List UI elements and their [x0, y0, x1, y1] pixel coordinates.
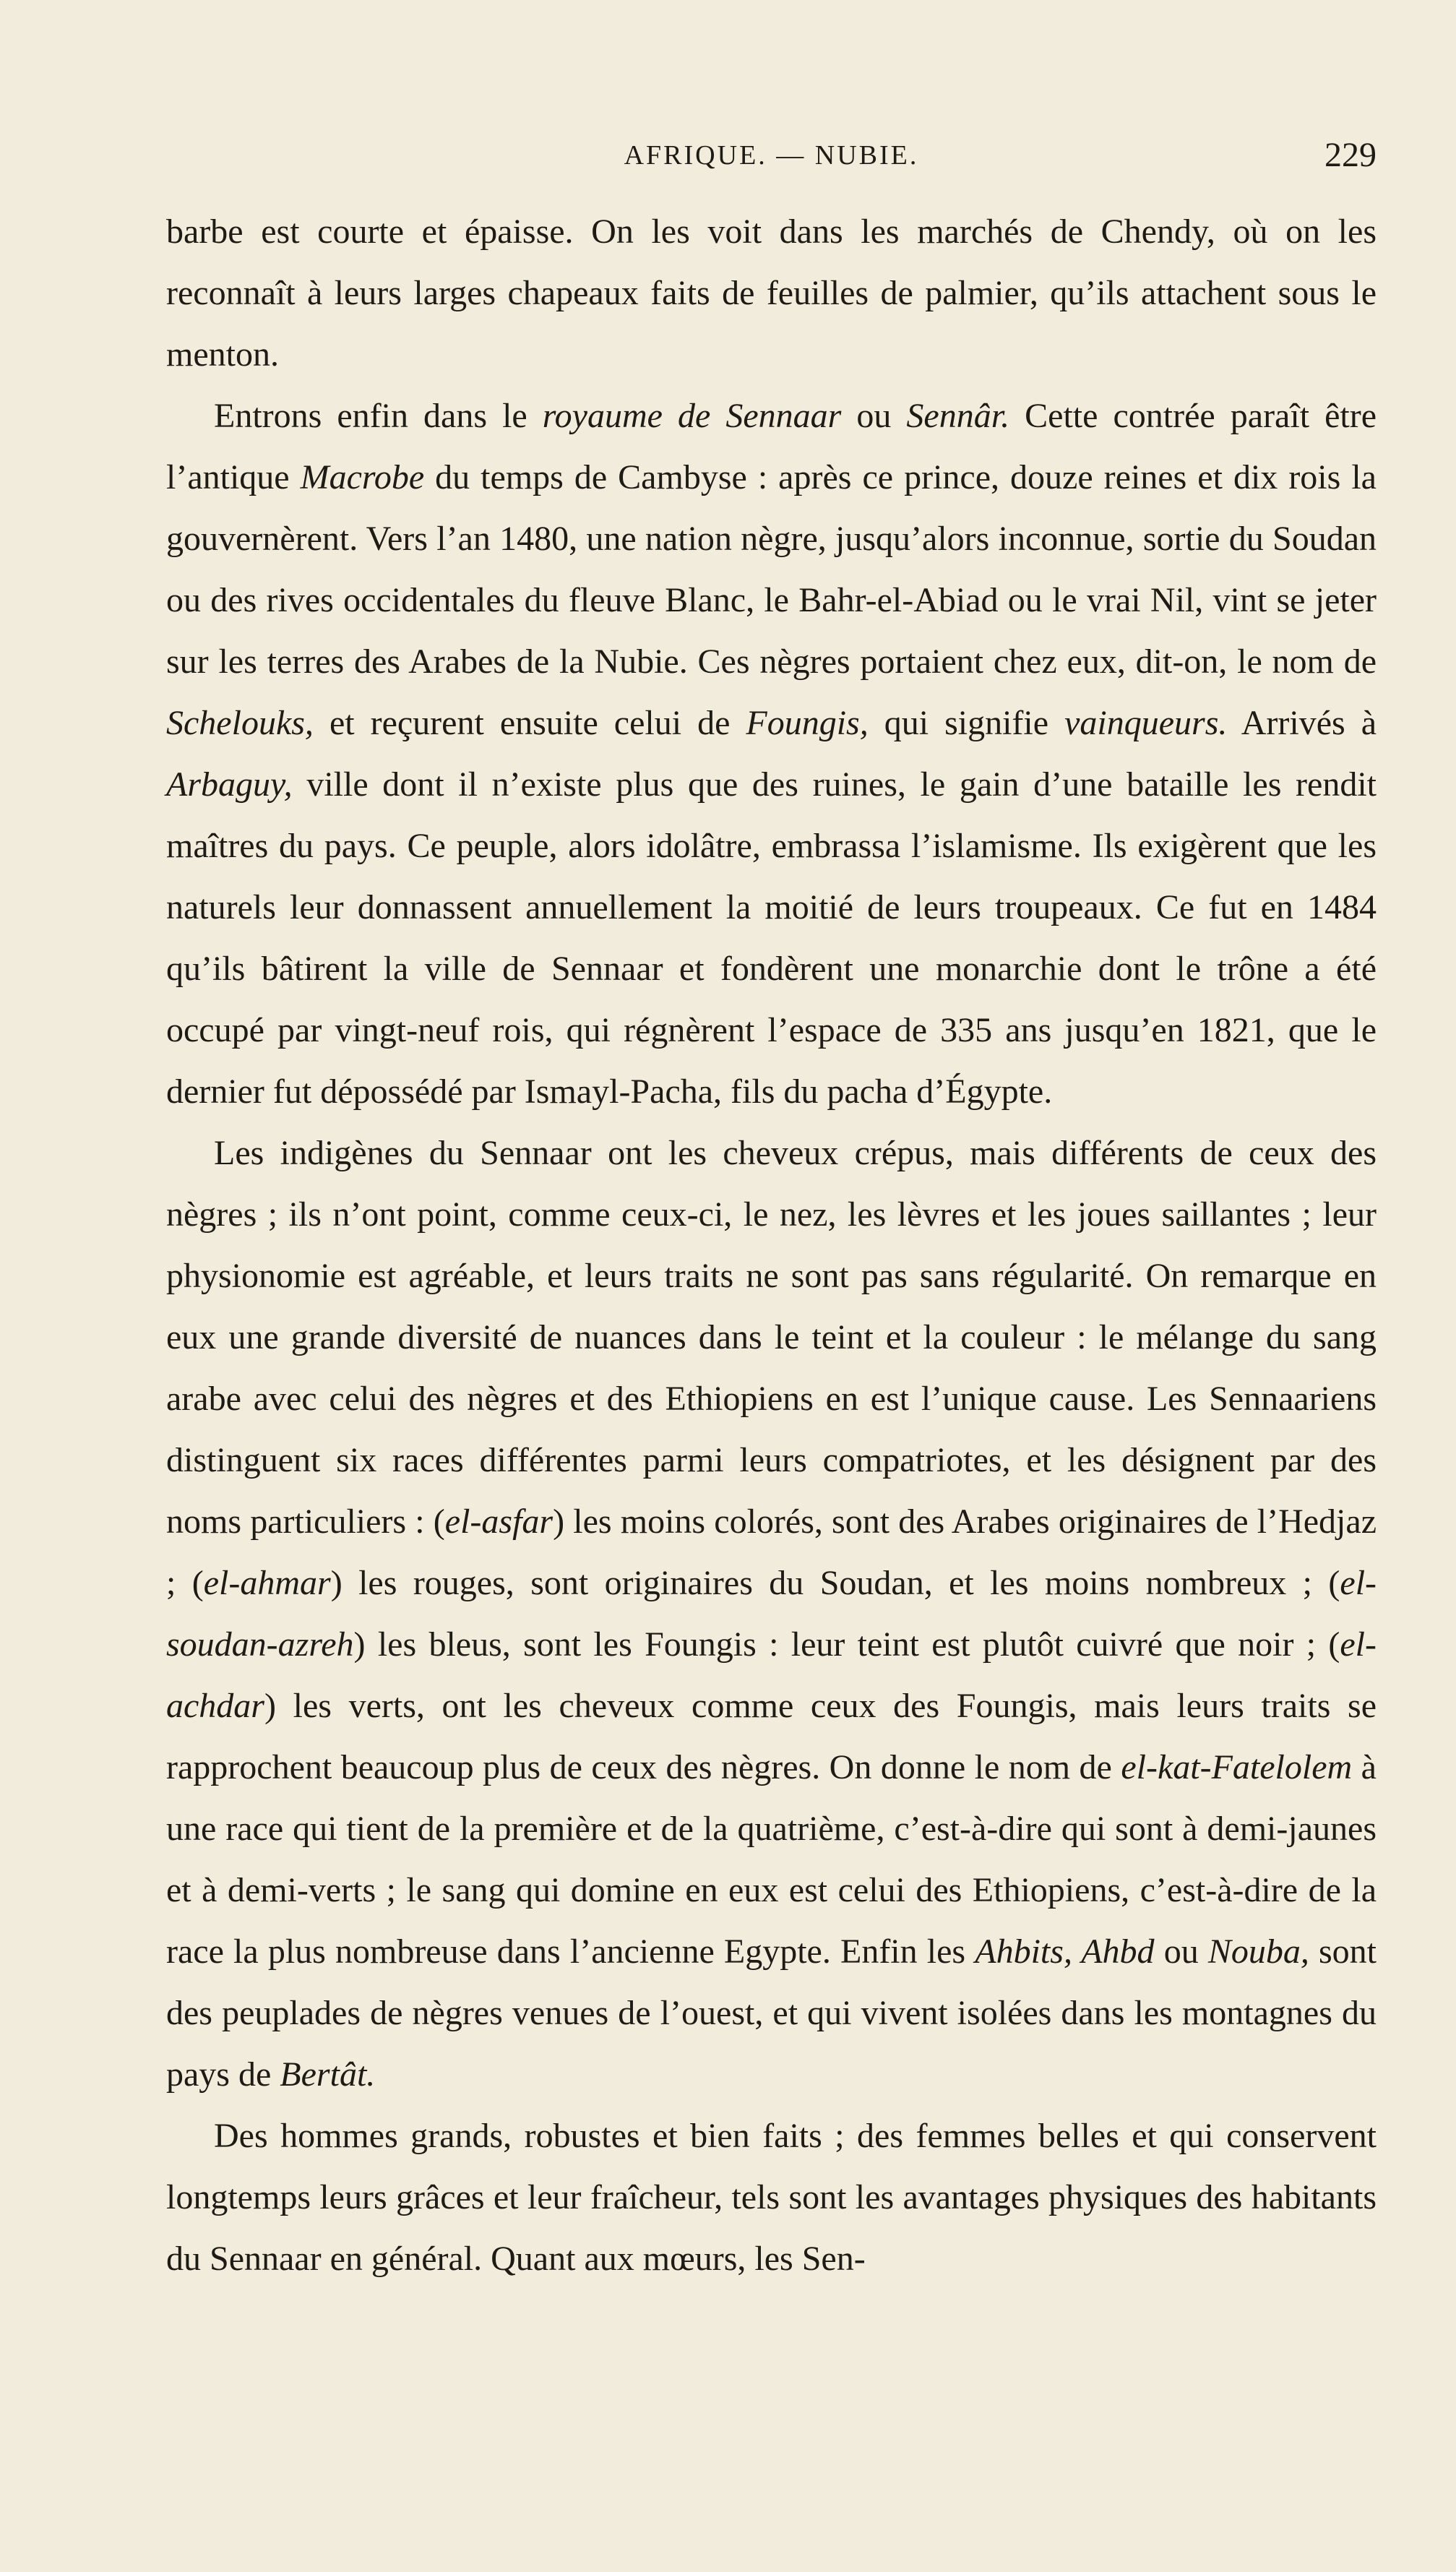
italic-term: royaume de Sennaar — [542, 397, 842, 435]
running-head: AFRIQUE. — NUBIE. — [624, 140, 919, 171]
italic-term: el-ahmar — [203, 1564, 331, 1602]
text-run: du temps de Cambyse : après ce prince, douze reines et dix rois la gouvernèrent. Vers l’an 1480, une nation nègre, jusqu’alors inconnue, sortie du Soudan ou des rives occidentales du fleuve Blanc, le Bahr-el-Abiad ou le vrai Nil, vint se jeter sur les terres des Arabes de la Nubie. Ces nègres portaient chez eux, dit-on, le nom de — [166, 458, 1377, 681]
text-run: ) les bleus, sont les Foungis : leur teint est plutôt cuivré que noir ; ( — [353, 1625, 1340, 1664]
text-run: barbe est courte et épaisse. On les voit dans les marchés de Chendy, où on les reconnaît à leurs larges chapeaux faits de feuilles de palmier, qu’ils attachent sous le menton. — [166, 212, 1377, 374]
text-run: Arrivés à — [1227, 704, 1377, 742]
text-run: Entrons enfin dans le — [214, 397, 543, 435]
italic-term: vainqueurs. — [1064, 704, 1228, 742]
paragraph-p3 — [166, 1122, 1377, 2105]
italic-term: Macrobe — [300, 458, 425, 496]
text-run: ) les moins colorés, sont des Arabes originaires de l’Hedjaz ; ( — [166, 1502, 1377, 1602]
italic-term: el-kat-Fatelolem — [1121, 1748, 1353, 1786]
paragraph-p2 — [166, 385, 1377, 1122]
paragraph-p1 — [166, 201, 1377, 385]
text-run: Les indigènes du Sennaar ont les cheveux crépus, mais différents de ceux des nègres ; ils n’ont point, comme ceux-ci, le nez, les lèvres et les joues saillantes ; leur physionomie est agréable, et leurs traits ne sont pas sans régularité. On remarque en eux une grande diversité de nuances dans le teint et la couleur : le mélange du sang arabe avec celui des nègres et des Ethiopiens en est l’unique cause. Les Sennaariens distinguent six races différentes parmi leurs compatriotes, et les désignent par des noms particuliers : ( — [166, 1134, 1377, 1541]
body-text — [166, 201, 1377, 2289]
text-run: sont des peuplades de nègres venues de l’ouest, et qui vivent isolées dans les montagnes du pays de — [166, 1932, 1377, 2094]
text-run: ) les verts, ont les cheveux comme ceux des Foungis, mais leurs traits se rapprochent beaucoup plus de ceux des nègres. On donne le nom de — [166, 1687, 1377, 1786]
text-run: Cette contrée paraît être l’antique — [166, 397, 1377, 496]
italic-term: Bertât. — [280, 2055, 376, 2094]
page-number: 229 — [1324, 136, 1377, 174]
text-run: ) les rouges, sont originaires du Soudan, et les moins nombreux ; ( — [330, 1564, 1340, 1602]
text-run: ou — [1154, 1932, 1208, 1971]
italic-term: el-asfar — [444, 1502, 553, 1541]
text-run: qui signifie — [868, 704, 1065, 742]
italic-term: Nouba, — [1207, 1932, 1309, 1971]
italic-term: Sennâr. — [906, 397, 1010, 435]
italic-term: el-achdar — [166, 1625, 1377, 1725]
italic-term: Schelouks, — [166, 704, 314, 742]
italic-term: Ahbits, Ahbd — [975, 1932, 1155, 1971]
italic-term: Arbaguy, — [166, 765, 293, 804]
italic-term: Foungis, — [746, 704, 869, 742]
italic-term: el-soudan-azreh — [166, 1564, 1377, 1664]
text-run: ville dont il n’existe plus que des ruines, le gain d’une bataille les rendit maîtres du pays. Ce peuple, alors idolâtre, embrassa l’islamisme. Ils exigèrent que les naturels leur donnassent annuellement la moitié de leurs troupeaux. Ce fut en 1484 qu’ils bâtirent la ville de Sennaar et fondèrent une monarchie dont le trône a été occupé par vingt-neuf rois, qui régnèrent l’espace de 335 ans jusqu’en 1821, que le dernier fut dépossédé par Ismayl-Pacha, fils du pacha d’Égypte. — [166, 765, 1377, 1111]
text-run: et reçurent ensuite celui de — [313, 704, 746, 742]
page-header — [166, 130, 1377, 181]
text-run: à une race qui tient de la première et de la quatrième, c’est-à-dire qui sont à demi-jaunes et à demi-verts ; le sang qui domine en eux est celui des Ethiopiens, c’est-à-dire de la race la plus nombreuse dans l’ancienne Egypte. Enfin les — [166, 1748, 1377, 1971]
text-run: Des hommes grands, robustes et bien faits ; des femmes belles et qui conservent longtemps leurs grâces et leur fraîcheur, tels sont les avantages physiques des habitants du Sennaar en général. Quant aux mœurs, les Sen- — [166, 2117, 1377, 2278]
paragraph-p4 — [166, 2105, 1377, 2289]
text-run: ou — [841, 397, 907, 435]
